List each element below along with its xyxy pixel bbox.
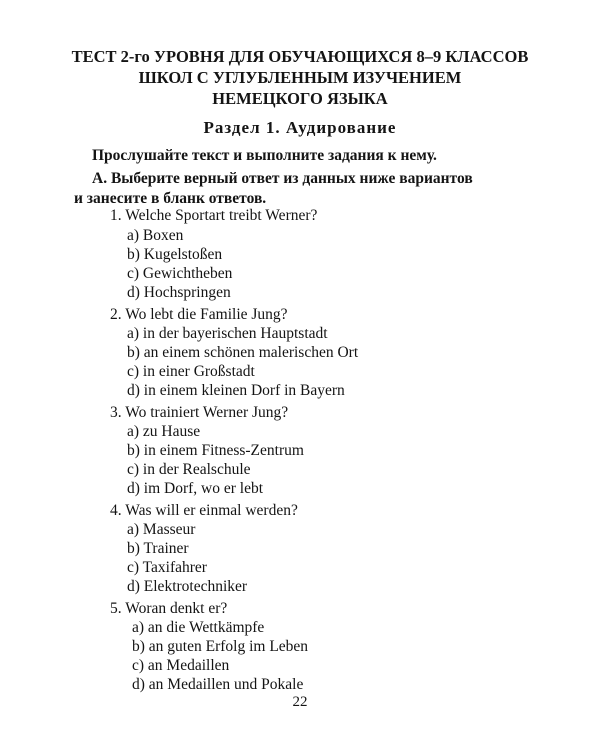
question-2-option-b: b) an einem schönen malerischen Ort (127, 344, 359, 361)
question-1-option-c: c) Gewichtheben (127, 265, 233, 282)
question-5-option-b: b) an guten Erfolg im Leben (132, 638, 309, 655)
question-1: 1. Welche Sportart treibt Werner? (110, 207, 318, 224)
question-3: 3. Wo trainiert Werner Jung? (110, 404, 289, 421)
question-2-option-a: a) in der bayerischen Hauptstadt (127, 325, 328, 342)
question-4-option-d: d) Elektrotechniker (127, 578, 248, 595)
question-5: 5. Woran denkt er? (110, 600, 228, 617)
question-3-option-b: b) in einem Fitness-Zentrum (127, 442, 304, 459)
section-heading: Раздел 1. Аудирование (203, 118, 397, 137)
task-a-instruction-line-1: А. Выберите верный ответ из данных ниже вариантов (92, 170, 473, 187)
title-line-3: НЕМЕЦКОГО ЯЗЫКА (212, 89, 388, 108)
question-1-option-a: a) Boxen (127, 227, 184, 244)
question-4: 4. Was will er einmal werden? (110, 502, 298, 519)
question-3-option-c: c) in der Realschule (127, 461, 251, 478)
question-3-option-d: d) im Dorf, wo er lebt (127, 480, 264, 497)
question-4-option-a: a) Masseur (127, 521, 196, 538)
main-instruction: Прослушайте текст и выполните задания к нему. (92, 147, 437, 164)
task-a-instruction-line-2: и занесите в бланк ответов. (74, 190, 267, 207)
question-2: 2. Wo lebt die Familie Jung? (110, 306, 288, 323)
title-line-1: ТЕСТ 2-го УРОВНЯ ДЛЯ ОБУЧАЮЩИХСЯ 8–9 КЛАССОВ (71, 47, 529, 66)
question-5-option-c: c) an Medaillen (132, 657, 230, 674)
question-3-option-a: a) zu Hause (127, 423, 201, 440)
title-line-2: ШКОЛ С УГЛУБЛЕННЫМ ИЗУЧЕНИЕМ (138, 68, 462, 87)
question-4-option-c: c) Taxifahrer (127, 559, 207, 576)
question-2-option-d: d) in einem kleinen Dorf in Bayern (127, 382, 345, 399)
page-number: 22 (292, 694, 308, 710)
question-5-option-d: d) an Medaillen und Pokale (132, 676, 304, 693)
question-4-option-b: b) Trainer (127, 540, 189, 557)
question-1-option-d: d) Hochspringen (127, 284, 231, 301)
question-2-option-c: c) in einer Großstadt (127, 363, 255, 380)
question-5-option-a: a) an die Wettkämpfe (132, 619, 265, 636)
question-1-option-b: b) Kugelstoßen (127, 246, 223, 263)
